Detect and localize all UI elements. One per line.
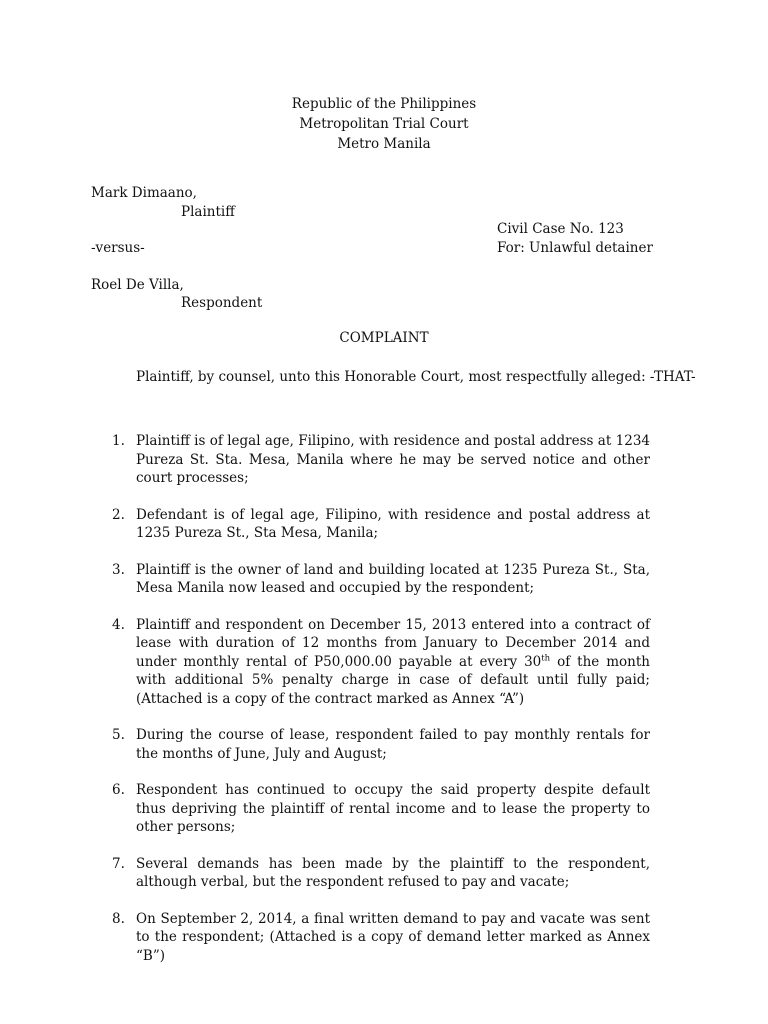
- allegation-number: 6.: [112, 782, 125, 798]
- allegation-number: 4.: [112, 616, 125, 633]
- plaintiff-role: Plaintiff: [181, 204, 235, 220]
- respondent-name: Roel De Villa,: [91, 277, 184, 293]
- allegation-number: 3.: [112, 561, 125, 578]
- document-title: COMPLAINT: [339, 330, 429, 346]
- case-number: Civil Case No. 123: [497, 221, 624, 237]
- intro-paragraph: Plaintiff, by counsel, unto this Honorable Court, most respectfully alleged: -THAT-: [136, 369, 696, 385]
- allegation-text: Several demands has been made by the plaintiff to the respondent, although verbal, but the respondent refused to pay and vacate;: [136, 855, 650, 890]
- plaintiff-name: Mark Dimaano,: [91, 185, 197, 201]
- allegation-item: [0, 432, 768, 488]
- allegation-item: [0, 506, 768, 543]
- allegation-number: 1.: [112, 433, 125, 449]
- allegation-text: [136, 616, 650, 709]
- case-nature: For: Unlawful detainer: [497, 240, 653, 256]
- allegation-text: Defendant is of legal age, Filipino, with residence and postal address at 1235 Pureza St., Sta Mesa, Manila;: [136, 506, 650, 541]
- header-country: Republic of the Philippines: [291, 96, 477, 112]
- allegation-item: [0, 616, 768, 709]
- allegation-text: Plaintiff is the owner of land and building located at 1235 Pureza St., Sta, Mesa Manila now leased and occupied by the respondent;: [136, 561, 650, 596]
- allegation-item: [0, 910, 768, 966]
- respondent-role: Respondent: [181, 295, 263, 311]
- allegation-text: Plaintiff is of legal age, Filipino, with residence and postal address at 1234 Pureza St. Sta. Mesa, Manila where he may be served notice and other court processes;: [136, 433, 650, 486]
- allegation-number: 8.: [112, 910, 125, 927]
- allegation-number: 2.: [112, 506, 125, 523]
- allegation-text: On September 2, 2014, a final written demand to pay and vacate was sent to the respondent; (Attached is a copy of demand letter marked as Annex “B”): [136, 910, 650, 964]
- header-court: Metropolitan Trial Court: [299, 116, 469, 132]
- allegation-item: [0, 855, 768, 892]
- allegation-text-part: Plaintiff and respondent on December 15, 2013 entered into a contract of lease with duration of 12 months from January to December 2014 and under monthly rental of P50,000.00 payable at every 30: [136, 616, 650, 670]
- allegations-list: [0, 432, 768, 983]
- case-info: [497, 220, 653, 258]
- allegation-text: During the course of lease, respondent failed to pay monthly rentals for the months of June, July and August;: [136, 727, 650, 762]
- ordinal-suffix: th: [541, 653, 551, 663]
- allegation-item: [0, 781, 768, 837]
- allegation-number: 7.: [112, 855, 125, 872]
- allegation-text: Respondent has continued to occupy the said property despite default thus depriving the plaintiff of rental income and to lease the property to other persons;: [136, 782, 650, 835]
- versus-label: -versus-: [91, 240, 145, 256]
- allegation-item: [0, 726, 768, 763]
- court-header: [0, 94, 768, 154]
- header-location: Metro Manila: [337, 136, 431, 152]
- allegation-number: 5.: [112, 727, 125, 743]
- allegation-item: [0, 561, 768, 598]
- allegation-text-part: of the month with additional 5% penalty charge in case of default until fully paid; (Attached is a copy of the contract marked as Annex “A”): [136, 653, 650, 707]
